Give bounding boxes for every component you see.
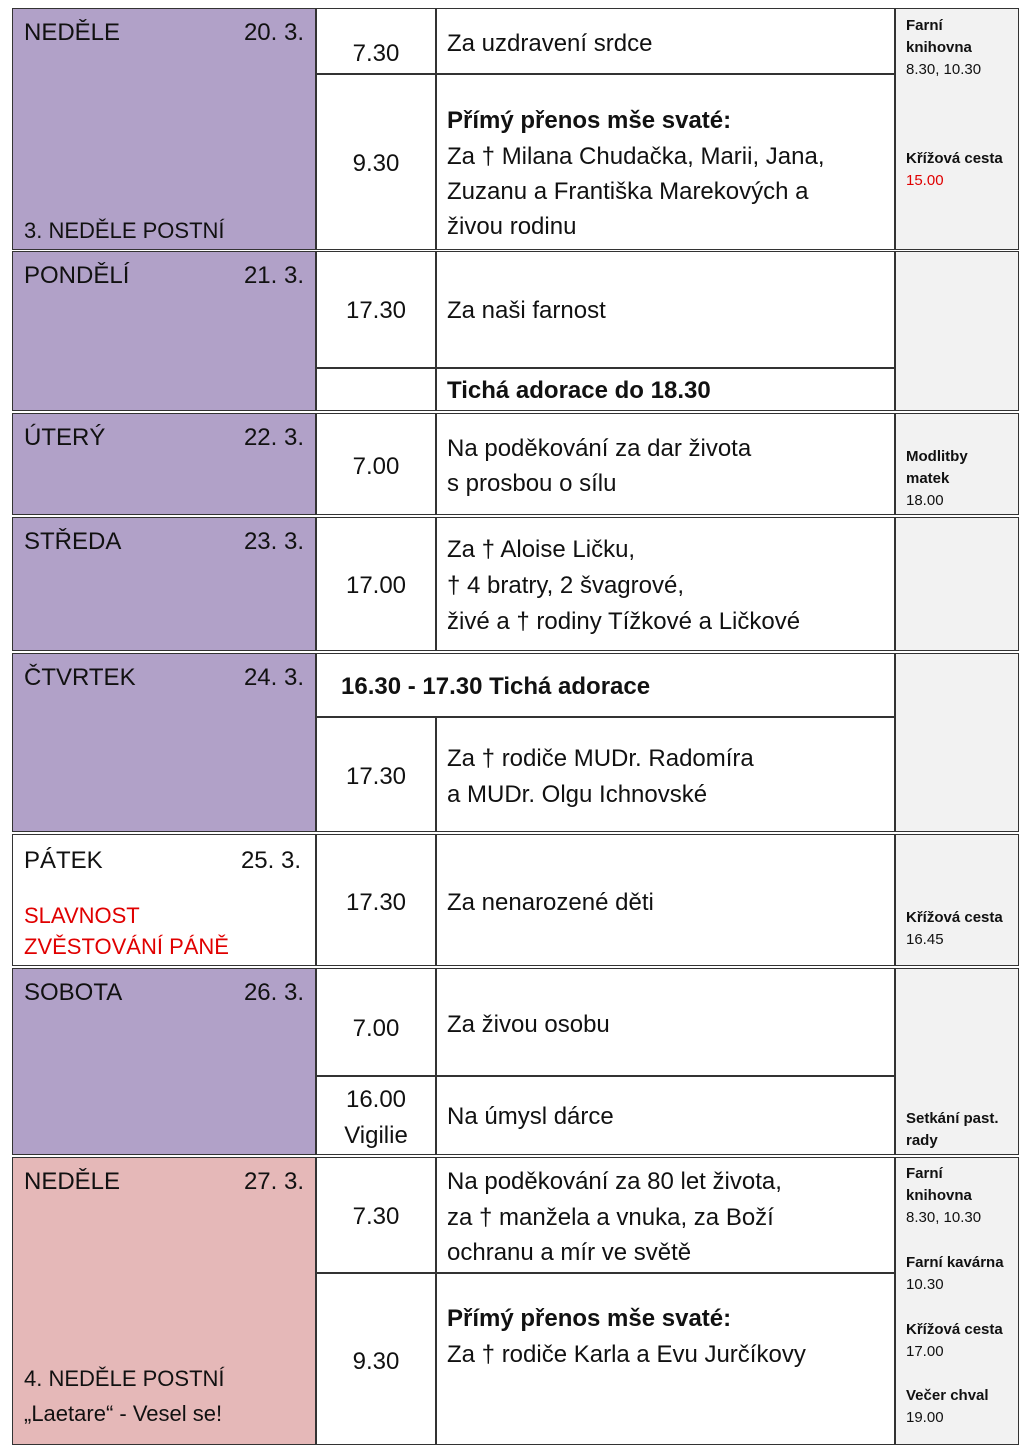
feast-title: SLAVNOST [24, 903, 140, 928]
event-label: Farní [906, 1165, 943, 1182]
day-name: SOBOTA [24, 979, 123, 1006]
time-cell [316, 1273, 436, 1445]
day-cell-sunday-20 [12, 8, 316, 250]
intention-line: Na poděkování za dar života [447, 435, 752, 462]
mass-time: 7.00 [352, 453, 400, 480]
intention-line: Na úmysl dárce [447, 1103, 614, 1130]
event-time: 8.30, 10.30 [906, 1209, 982, 1226]
intention-line: † 4 bratry, 2 švagrové, [447, 572, 684, 599]
intention-line: ochranu a mír ve světě [447, 1239, 692, 1266]
event-label: knihovna [906, 39, 972, 56]
event-label: Křížová cesta [906, 1321, 1003, 1338]
time-cell [316, 834, 436, 966]
intention-cell [436, 717, 895, 832]
side-events [895, 834, 1019, 966]
mass-time: 17.30 [345, 297, 407, 324]
day-name: ČTVRTEK [24, 664, 136, 691]
day-note: 3. NEDĚLE POSTNÍ [24, 218, 225, 243]
event-label: Křížová cesta [906, 909, 1003, 926]
day-note: „Laetare“ - Vesel se! [24, 1401, 223, 1426]
time-cell [316, 74, 436, 250]
intention-line: Za živou osobu [447, 1011, 610, 1038]
side-events [895, 968, 1019, 1155]
time-cell [316, 8, 436, 74]
day-cell-saturday [12, 968, 316, 1155]
event-label: Farní [906, 17, 943, 34]
day-cell-tuesday [12, 413, 316, 515]
time-cell [316, 517, 436, 651]
event-label: rady [906, 1132, 938, 1149]
day-cell-sunday-27 [12, 1157, 316, 1445]
day-date: 27. 3. [243, 1168, 304, 1195]
mass-time: 9.30 [352, 150, 400, 177]
time-cell [316, 1076, 436, 1155]
intention-line: Za nenarozené děti [447, 889, 654, 916]
intention-line: s prosbou o sílu [447, 470, 617, 497]
day-date: 22. 3. [243, 424, 304, 451]
day-cell-friday [12, 834, 316, 966]
time-cell [316, 1157, 436, 1273]
side-events [895, 653, 1019, 832]
vigil-label: Vigilie [344, 1122, 408, 1149]
intention-cell [436, 413, 895, 515]
event-time: 8.30, 10.30 [906, 61, 982, 78]
day-date: 21. 3. [243, 262, 304, 289]
intention-cell [436, 251, 895, 368]
intention-cell [436, 834, 895, 966]
intention-line: a MUDr. Olgu Ichnovské [447, 781, 708, 808]
time-cell [316, 717, 436, 832]
day-name: NEDĚLE [24, 1168, 121, 1195]
intention-heading: Přímý přenos mše svaté: [447, 1305, 732, 1332]
intention-line: Za † Aloise Ličku, [447, 536, 636, 563]
intention-cell [436, 1076, 895, 1155]
day-date: 24. 3. [243, 664, 304, 691]
intention-cell [436, 1157, 895, 1273]
day-cell-thursday [12, 653, 316, 832]
event-time: 17.00 [906, 1343, 944, 1360]
intention-line: živé a † rodiny Tížkové a Ličkové [447, 608, 801, 635]
adoration-note: Tichá adorace do 18.30 [447, 377, 711, 404]
intention-cell [436, 517, 895, 651]
adoration-cell [316, 653, 895, 717]
mass-time: 17.30 [345, 889, 407, 916]
feast-title: ZVĚSTOVÁNÍ PÁNĚ [24, 934, 229, 959]
time-cell [316, 968, 436, 1076]
event-label: Farní kavárna [906, 1254, 1004, 1271]
mass-time: 9.30 [352, 1348, 400, 1375]
day-name: NEDĚLE [24, 19, 121, 46]
day-name: ÚTERÝ [24, 424, 106, 451]
event-label: Setkání past. [906, 1110, 999, 1127]
intention-line: Za uzdravení srdce [447, 30, 653, 57]
event-time: 10.30 [906, 1276, 944, 1293]
day-cell-monday [12, 251, 316, 411]
intention-line: Za † Milana Chudačka, Marii, Jana, [447, 143, 825, 170]
mass-time: 7.00 [352, 1015, 400, 1042]
event-label: matek [906, 470, 950, 487]
event-time: 16.45 [906, 931, 944, 948]
day-date: 20. 3. [243, 19, 304, 46]
day-name: PONDĚLÍ [24, 262, 130, 289]
mass-time: 17.00 [345, 572, 407, 599]
event-label: knihovna [906, 1187, 972, 1204]
intention-line: Na poděkování za 80 let života, [447, 1168, 782, 1195]
time-cell [316, 368, 436, 411]
intention-line: Za naši farnost [447, 297, 606, 324]
intention-line: za † manžela a vnuka, za Boží [447, 1204, 774, 1231]
side-events [895, 1157, 1019, 1445]
side-events [895, 8, 1019, 250]
event-label: Modlitby [906, 448, 968, 465]
intention-cell [436, 1273, 895, 1445]
time-cell [316, 413, 436, 515]
event-label: Večer chval [906, 1387, 989, 1404]
intention-line: Za † rodiče MUDr. Radomíra [447, 745, 754, 772]
day-date: 23. 3. [243, 528, 304, 555]
intention-cell [436, 74, 895, 250]
intention-cell [436, 968, 895, 1076]
day-cell-wednesday [12, 517, 316, 651]
day-name: PÁTEK [24, 847, 103, 874]
time-cell [316, 251, 436, 368]
intention-cell [436, 368, 895, 411]
mass-time: 17.30 [345, 763, 407, 790]
event-time: 18.00 [906, 492, 944, 509]
intention-heading: Přímý přenos mše svaté: [447, 107, 732, 134]
mass-time: 7.30 [352, 1203, 400, 1230]
day-date: 26. 3. [243, 979, 304, 1006]
intention-line: Zuzanu a Františka Marekových a [447, 178, 809, 205]
mass-time: 7.30 [352, 40, 400, 67]
intention-line: živou rodinu [447, 213, 577, 240]
day-note: 4. NEDĚLE POSTNÍ [24, 1366, 225, 1391]
intention-line: Za † rodiče Karla a Evu Jurčíkovy [447, 1341, 806, 1368]
mass-time: 16.00 [345, 1086, 407, 1113]
side-events [895, 251, 1019, 411]
day-name: STŘEDA [24, 528, 122, 555]
event-time: 19.00 [906, 1409, 944, 1426]
day-date: 25. 3. [240, 847, 301, 874]
adoration-note: 16.30 - 17.30 Tichá adorace [341, 673, 651, 700]
side-events [895, 517, 1019, 651]
event-time: 15.00 [906, 172, 944, 189]
side-events [895, 413, 1019, 515]
event-label: Křížová cesta [906, 150, 1003, 167]
intention-cell [436, 8, 895, 74]
